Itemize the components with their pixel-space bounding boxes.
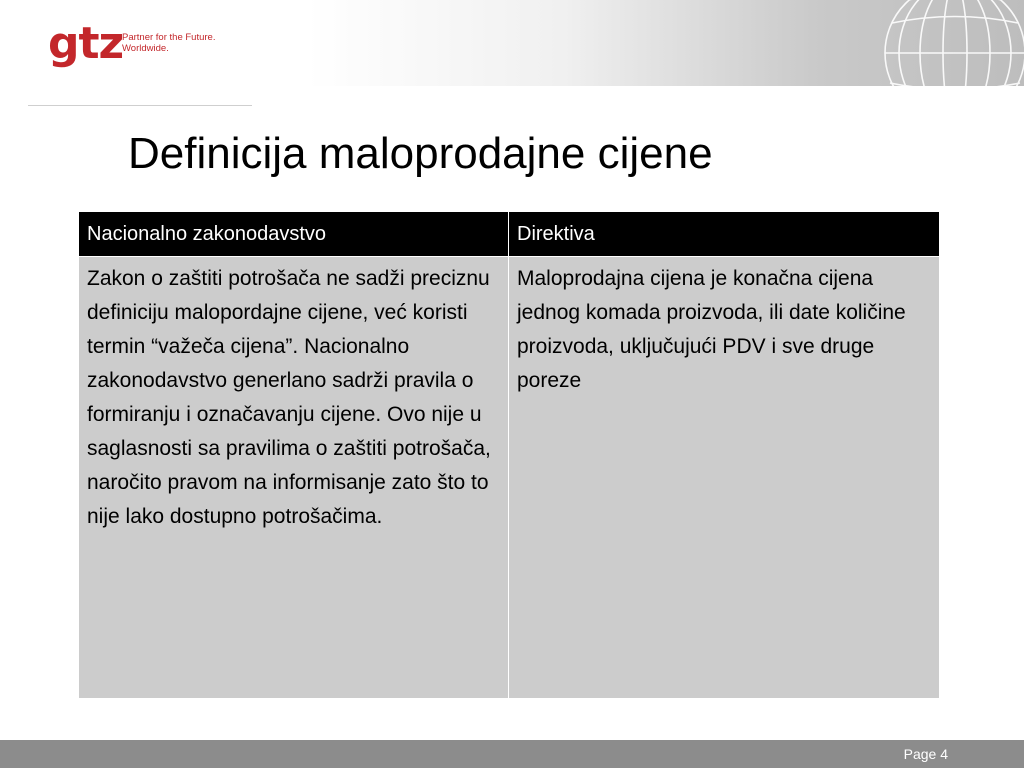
footer-bar	[0, 740, 1024, 768]
logo-tagline	[122, 32, 215, 54]
table-header-row	[79, 212, 940, 257]
table-row	[79, 257, 940, 699]
comparison-table	[78, 211, 940, 699]
tagline-line-1: Partner for the Future.	[122, 32, 216, 43]
column-header-directive: Direktiva	[509, 212, 940, 257]
tagline-line-2: Worldwide.	[122, 43, 169, 54]
logo-mark: gtz	[48, 18, 124, 69]
page-number: Page 4	[903, 746, 948, 762]
header-banner	[0, 0, 1024, 86]
globe-icon	[880, 0, 1024, 86]
slide-title: Definicija maloprodajne cijene	[128, 129, 713, 178]
title-divider	[28, 105, 252, 106]
column-header-national-law: Nacionalno zakonodavstvo	[79, 212, 509, 257]
cell-directive: Maloprodajna cijena je konačna cijena jednog komada proizvoda, ili date količine proizvoda, uključujući PDV i sve druge poreze	[509, 257, 940, 699]
cell-national-law: Zakon o zaštiti potrošača ne sadži preciznu definiciju malopordajne cijene, već koristi termin “važeča cijena”. Nacionalno zakonodavstvo generlano sadrži pravila o formiranju i označavanju cijene. Ovo nije u saglasnosti sa pravilima o zaštiti potrošača, naročito pravom na informisanje zato što to nije lako dostupno potrošačima.	[79, 257, 509, 699]
